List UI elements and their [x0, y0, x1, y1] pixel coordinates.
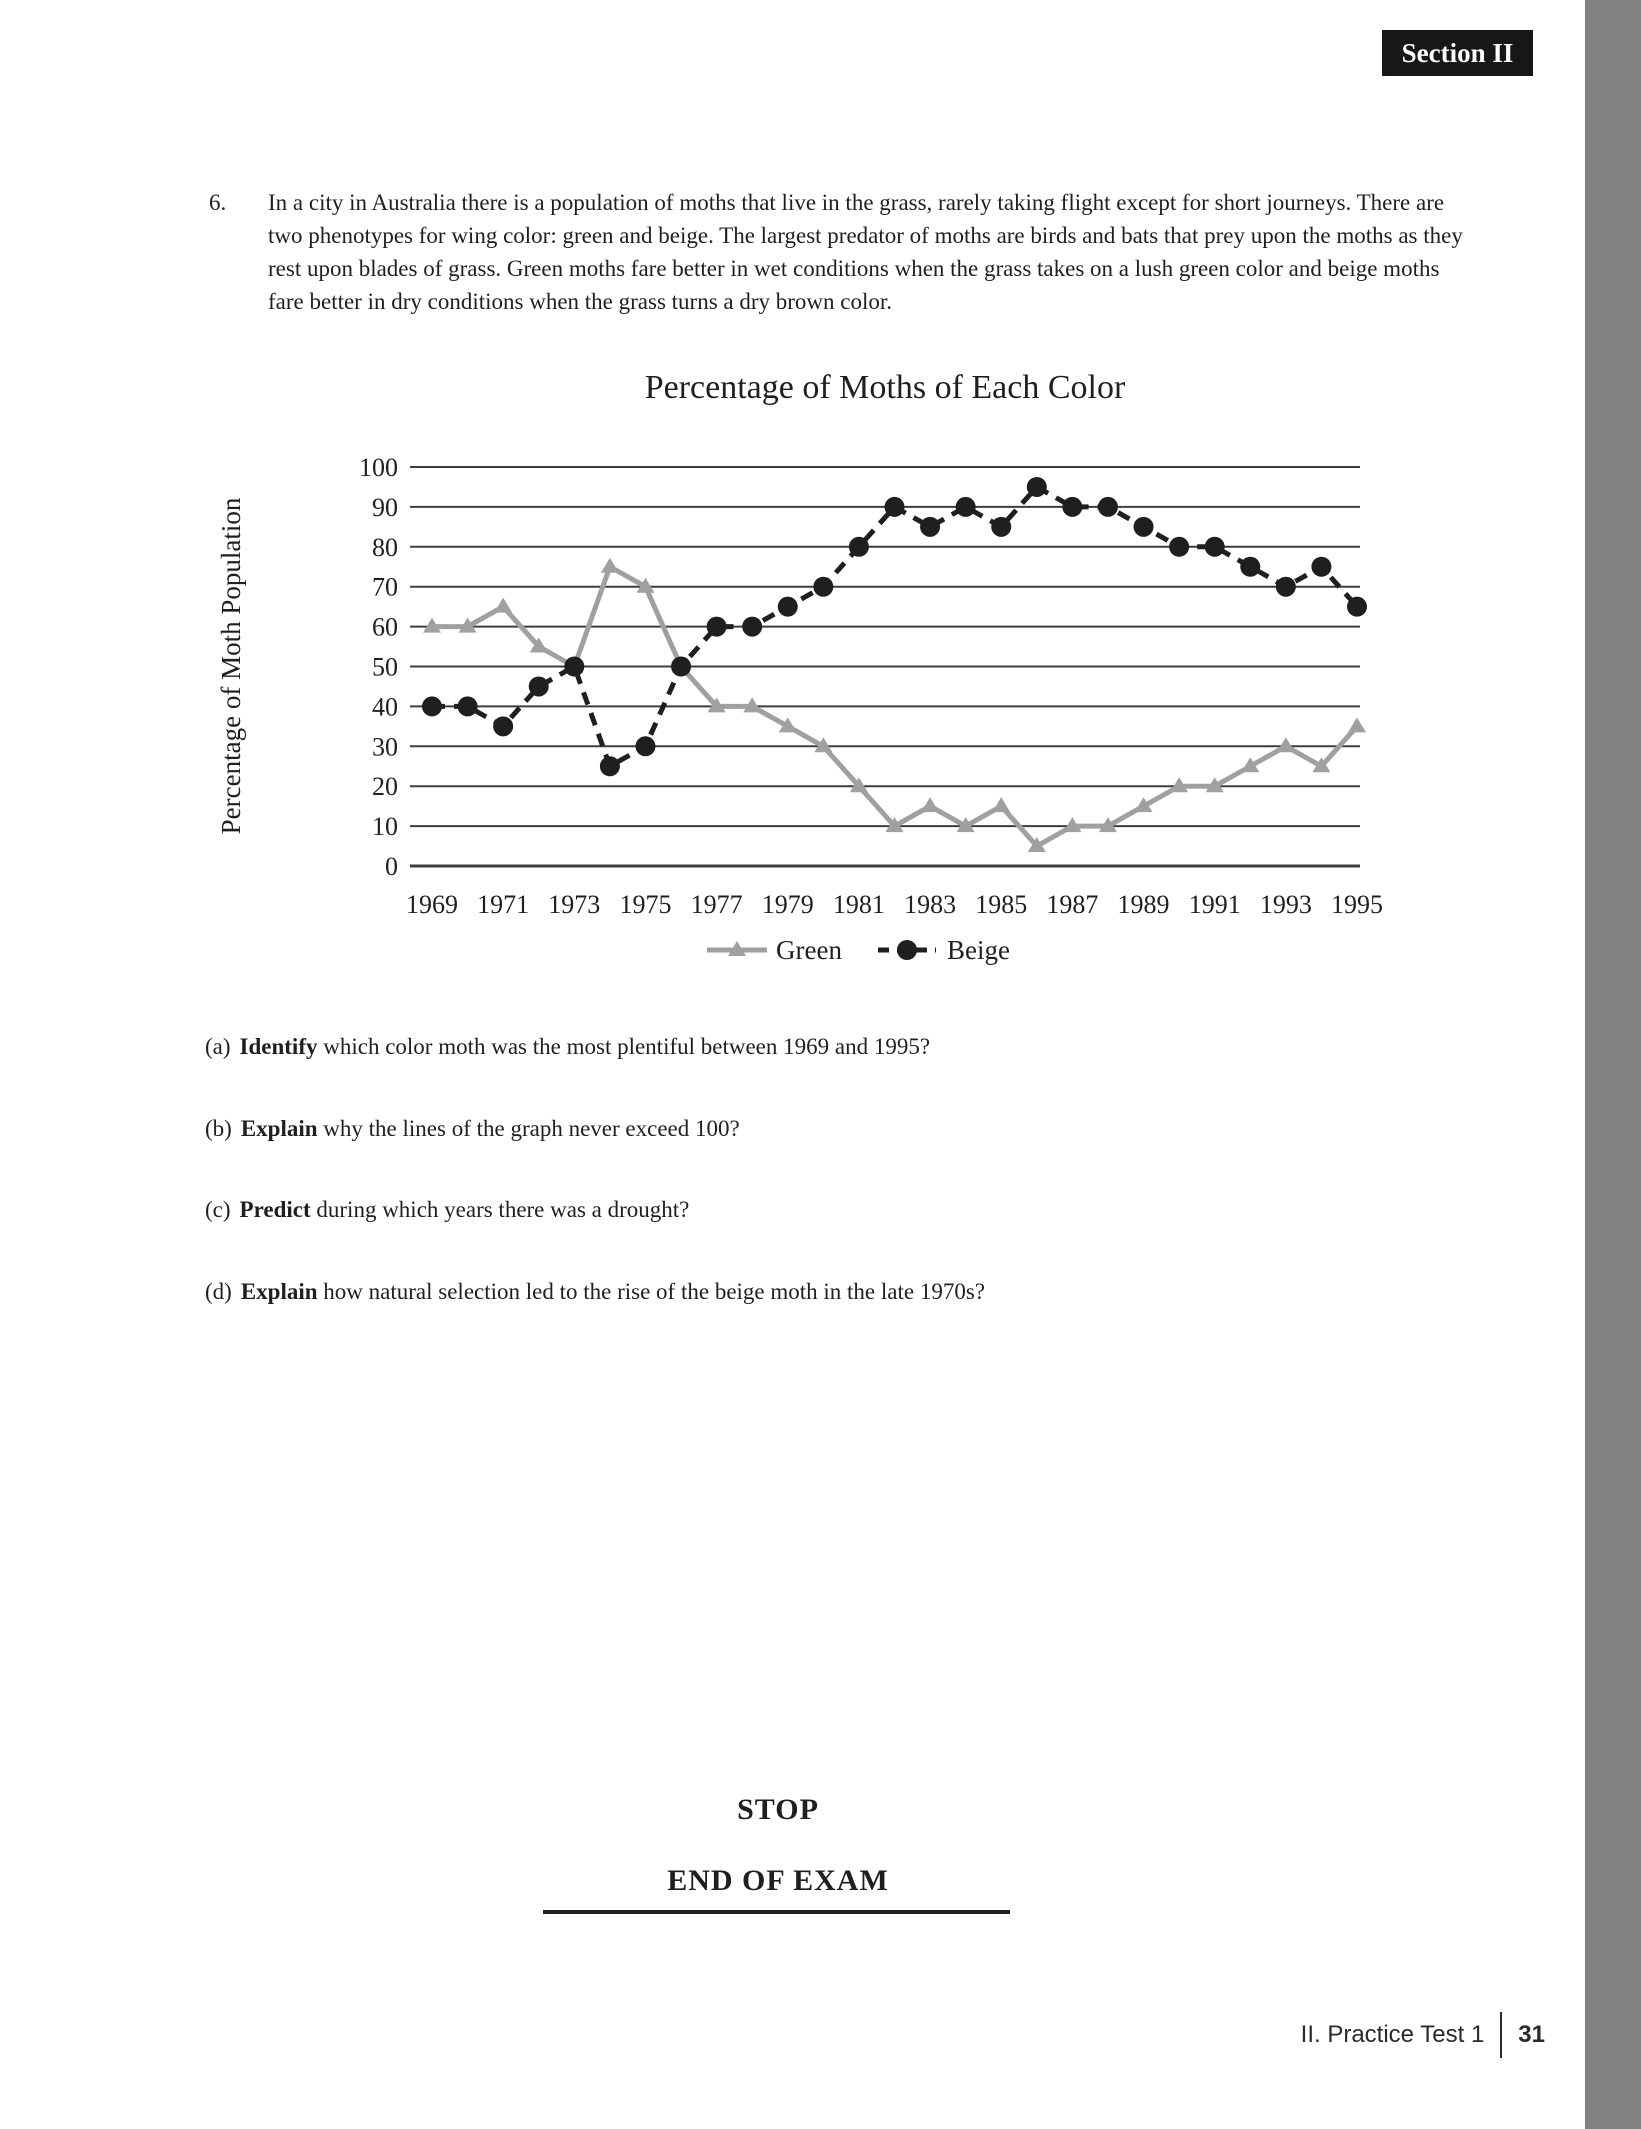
footer-section-label: II. Practice Test 1: [1300, 2021, 1485, 2048]
sub-question-c: [205, 1193, 1465, 1226]
question-number: 6.: [209, 190, 227, 215]
y-tick-label: 50: [372, 652, 398, 682]
circle-marker: [600, 756, 620, 776]
x-tick-label: 1987: [1046, 890, 1099, 919]
circle-marker: [458, 696, 478, 716]
circle-marker: [493, 716, 513, 736]
chart-gridlines: [410, 467, 1360, 866]
triangle-marker: [494, 598, 512, 613]
sub-question-verb: Explain: [240, 1279, 318, 1304]
sub-question-text: which color moth was the most plentiful between 1969 and 1995?: [317, 1034, 931, 1059]
page-footer: [1301, 2012, 1545, 2058]
circle-marker: [956, 497, 976, 517]
x-tick-label: 1977: [690, 890, 743, 919]
sub-question-verb: Identify: [239, 1034, 318, 1059]
circle-marker: [885, 497, 905, 517]
sub-question-label: (d): [205, 1279, 232, 1304]
triangle-marker: [921, 797, 939, 812]
legend-green-label: Green: [776, 935, 842, 965]
question-text: In a city in Australia there is a population of moths that live in the grass, rarely taking flight except for short journeys. There are two phenotypes for wing color: green and beige. The largest predator of moths are birds and bats that prey upon the moths as they rest upon blades of grass. Green moths fare better in wet conditions when the grass takes on a lush green color and beige moths fare better in dry conditions when the grass turns a dry brown color.: [268, 190, 1463, 314]
circle-marker: [671, 657, 691, 677]
circle-marker: [1311, 557, 1331, 577]
triangle-marker: [601, 558, 619, 573]
question-6: [209, 186, 1463, 318]
footer-page-number: 31: [1518, 2021, 1545, 2048]
circle-marker: [1098, 497, 1118, 517]
circle-marker: [564, 657, 584, 677]
y-tick-labels: [359, 453, 398, 881]
x-tick-label: 1979: [761, 890, 814, 919]
sub-question-b: [205, 1112, 1465, 1145]
sub-question-a: [205, 1030, 1465, 1063]
moth-population-chart: [210, 350, 1410, 990]
legend-item-green: [707, 935, 842, 965]
circle-marker: [1027, 477, 1047, 497]
y-tick-label: 80: [372, 532, 398, 562]
y-tick-label: 60: [372, 612, 398, 642]
circle-marker: [991, 517, 1011, 537]
chart-legend: [707, 935, 1010, 965]
circle-marker: [1205, 537, 1225, 557]
x-tick-label: 1993: [1259, 890, 1312, 919]
sub-question-label: (a): [205, 1034, 231, 1059]
legend-item-beige: [878, 935, 1010, 965]
series-green: [423, 558, 1366, 852]
x-tick-label: 1985: [975, 890, 1028, 919]
moth-population-chart-svg: [210, 350, 1410, 990]
circle-marker: [1134, 517, 1154, 537]
section-badge: Section II: [1382, 30, 1533, 76]
circle-marker: [1062, 497, 1082, 517]
circle-marker: [813, 577, 833, 597]
x-tick-label: 1981: [832, 890, 885, 919]
y-tick-label: 40: [372, 692, 398, 722]
circle-marker: [920, 517, 940, 537]
x-tick-label: 1995: [1331, 890, 1383, 919]
end-of-exam-rule: [543, 1910, 1010, 1914]
triangle-marker: [992, 797, 1010, 812]
sub-question-verb: Predict: [239, 1197, 311, 1222]
sub-question-text: during which years there was a drought?: [310, 1197, 690, 1222]
x-tick-label: 1983: [904, 890, 957, 919]
sub-question-text: why the lines of the graph never exceed 100?: [317, 1116, 740, 1141]
x-tick-label: 1971: [477, 890, 530, 919]
end-of-exam-label: END OF EXAM: [667, 1864, 889, 1897]
x-tick-label: 1991: [1188, 890, 1241, 919]
x-tick-label: 1989: [1117, 890, 1170, 919]
circle-marker: [742, 617, 762, 637]
y-tick-label: 10: [372, 812, 398, 842]
circle-marker: [529, 676, 549, 696]
circle-marker: [778, 597, 798, 617]
triangle-marker: [1277, 737, 1295, 752]
y-tick-label: 90: [372, 492, 398, 522]
y-tick-label: 30: [372, 732, 398, 762]
sub-question-label: (c): [205, 1197, 231, 1222]
x-tick-label: 1973: [548, 890, 601, 919]
x-tick-label: 1975: [619, 890, 672, 919]
chart-title: Percentage of Moths of Each Color: [644, 369, 1126, 406]
sub-question-d: [205, 1275, 1465, 1308]
page-edge-band: [1585, 0, 1641, 2129]
y-tick-label: 70: [372, 572, 398, 602]
circle-marker: [1276, 577, 1296, 597]
triangle-marker: [1348, 717, 1366, 732]
circle-marker: [1347, 597, 1367, 617]
circle-marker: [1169, 537, 1189, 557]
x-tick-labels: [406, 890, 1383, 919]
circle-marker: [422, 696, 442, 716]
circle-marker: [707, 617, 727, 637]
footer-divider: [1500, 2012, 1502, 2058]
y-tick-label: 20: [372, 772, 398, 802]
sub-question-text: how natural selection led to the rise of the beige moth in the late 1970s?: [317, 1279, 985, 1304]
stop-label: STOP: [737, 1793, 819, 1826]
circle-marker: [1240, 557, 1260, 577]
y-axis-label: Percentage of Moth Population: [216, 497, 246, 835]
circle-marker: [635, 736, 655, 756]
y-tick-label: 100: [359, 453, 398, 482]
circle-marker: [897, 940, 917, 960]
y-tick-label: 0: [385, 852, 398, 881]
sub-question-verb: Explain: [240, 1116, 318, 1141]
circle-marker: [849, 537, 869, 557]
sub-question-label: (b): [205, 1116, 232, 1141]
x-tick-label: 1969: [406, 890, 458, 919]
legend-beige-label: Beige: [947, 935, 1010, 965]
